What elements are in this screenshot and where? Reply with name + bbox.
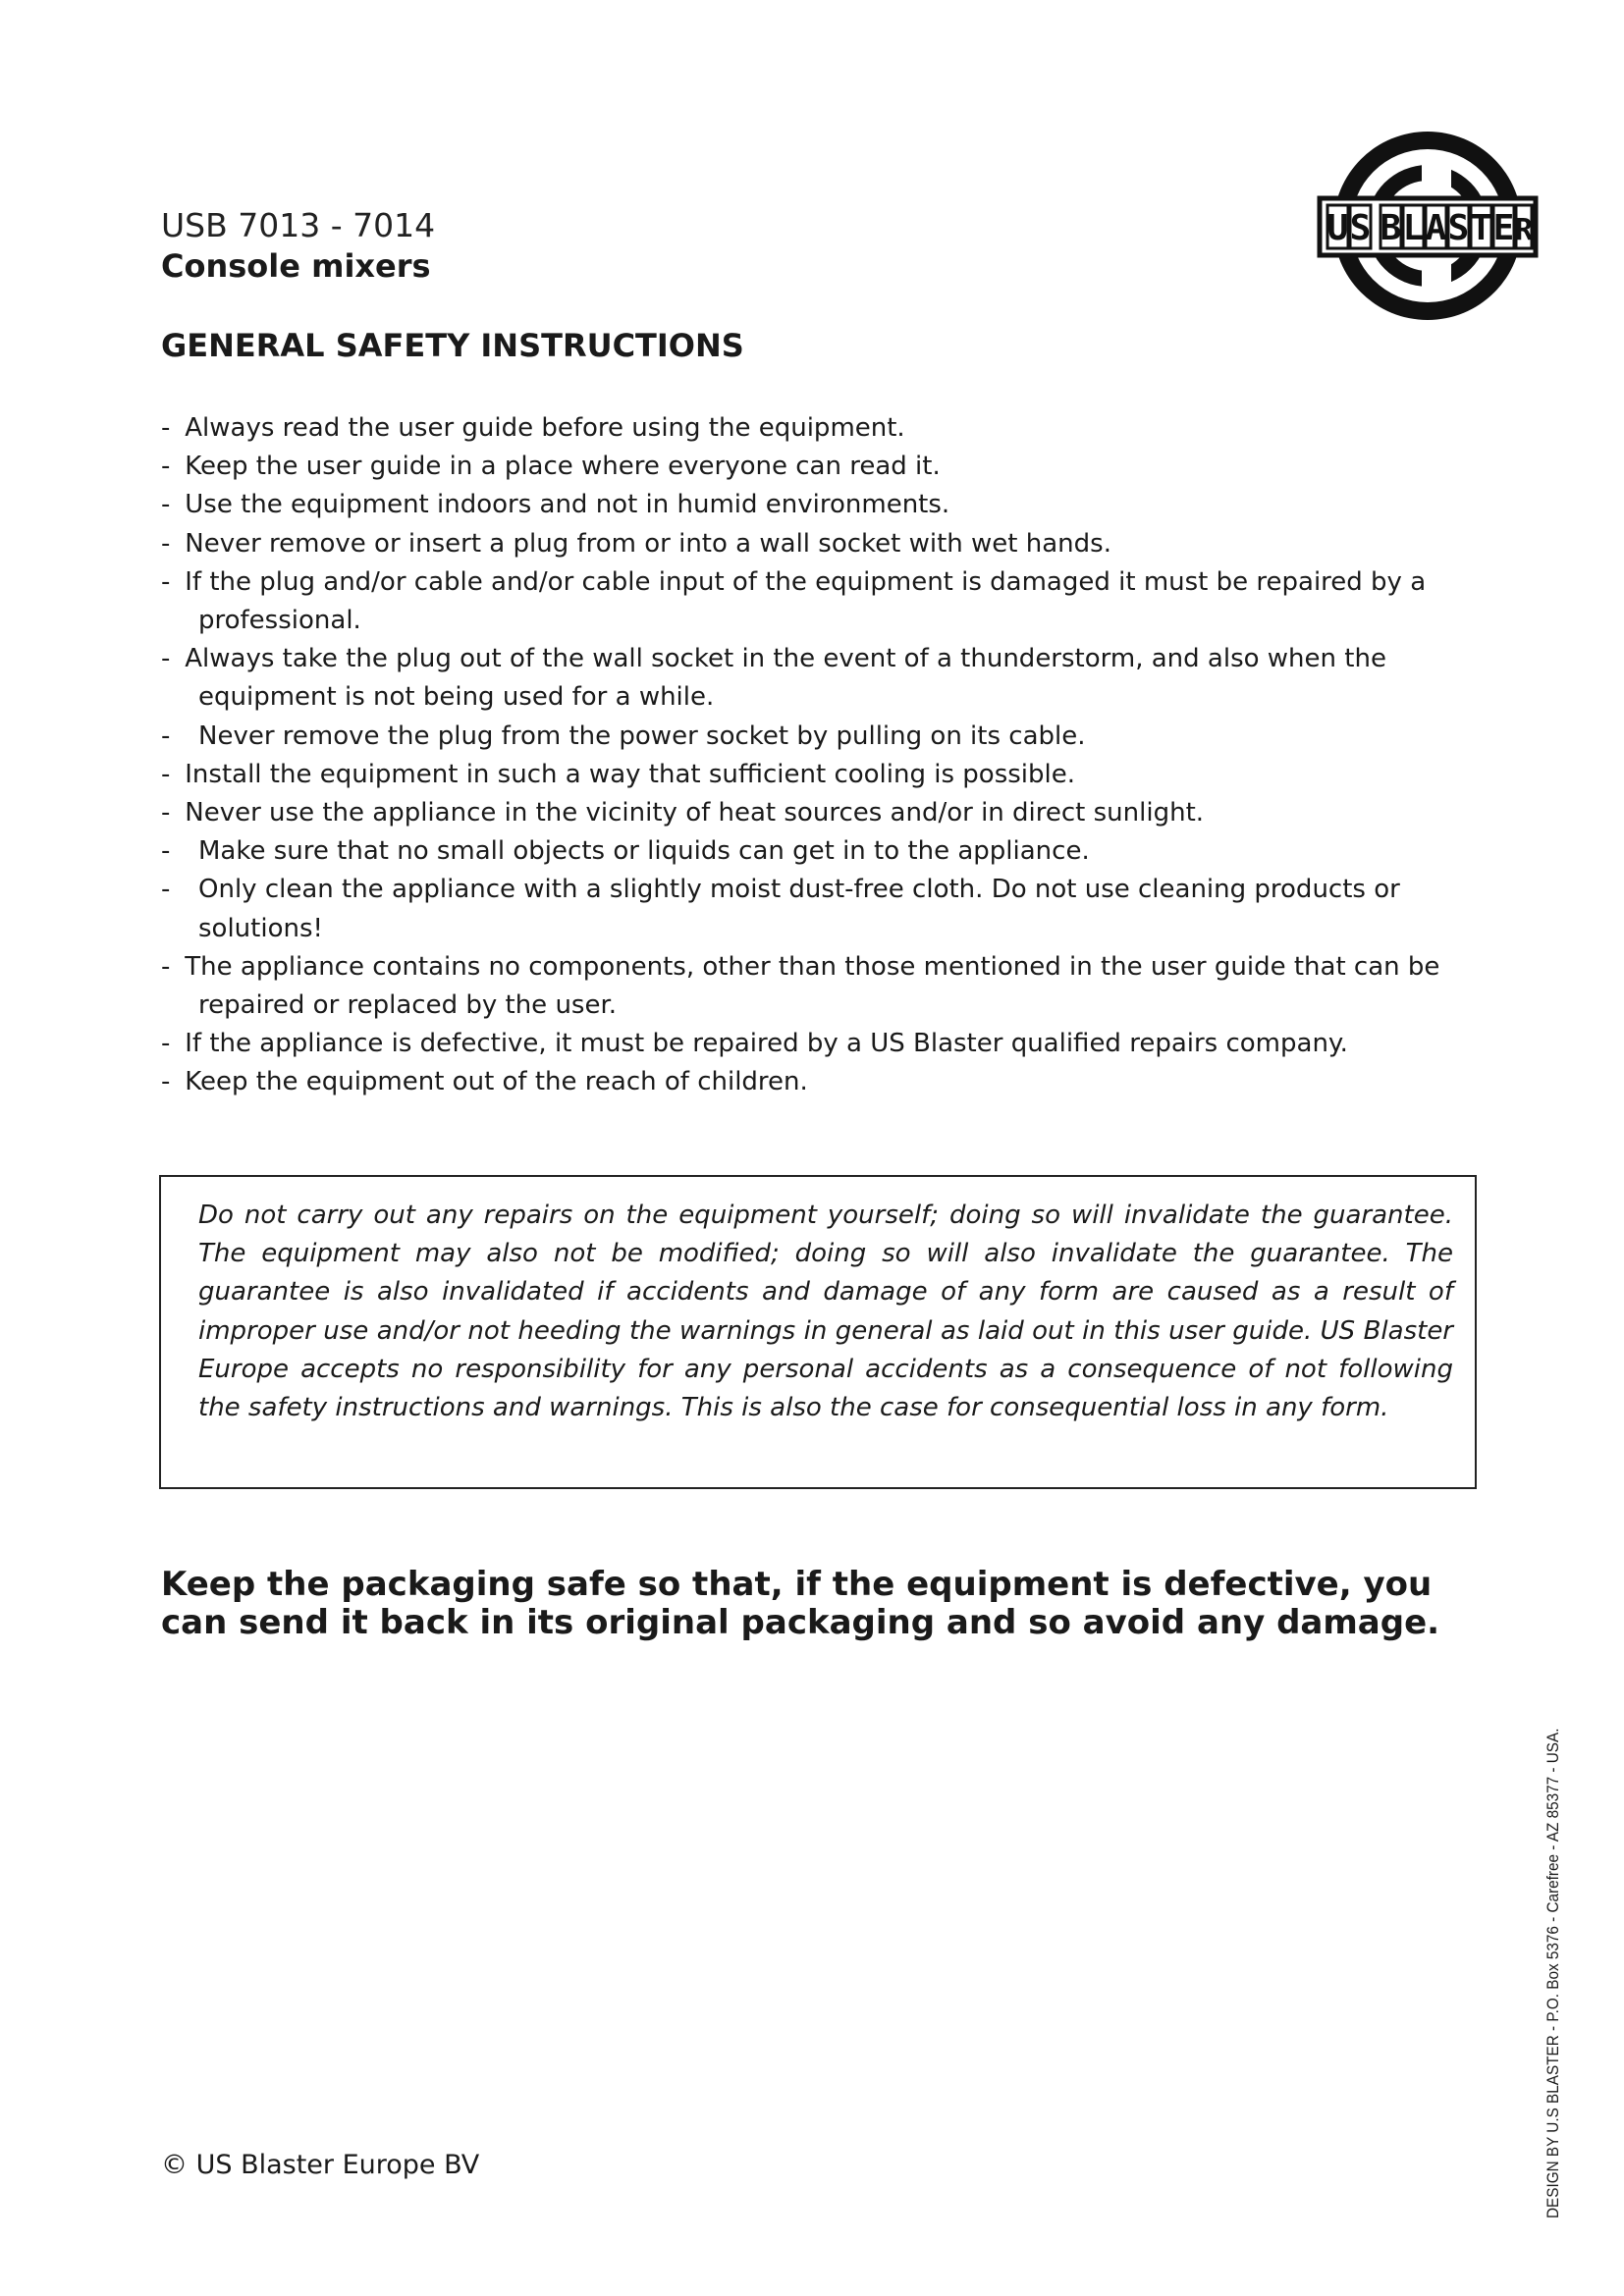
design-credit: DESIGN BY U.S BLASTER - P.O. Box 5376 - Carefree - AZ 85377 - USA.	[1543, 1728, 1562, 2218]
svg-text:L: L	[1402, 208, 1425, 248]
list-item: - Never use the appliance in the vicinity of heat sources and/or in direct sunlight.	[161, 798, 1205, 828]
guarantee-notice-box	[159, 1175, 1477, 1489]
subtitle: Console mixers	[161, 247, 431, 285]
list-item: - Always read the user guide before using the equipment.	[161, 413, 905, 443]
svg-text:E: E	[1492, 208, 1515, 248]
list-item: - Only clean the appliance with a slightly moist dust-free cloth. Do not use cleaning products or solutions!	[161, 875, 1400, 943]
svg-text:R: R	[1514, 213, 1534, 247]
us-blaster-logo	[1316, 130, 1540, 322]
list-item: - If the plug and/or cable and/or cable input of the equipment is damaged it must be repaired by a professional.	[161, 566, 1427, 636]
svg-text:U: U	[1326, 208, 1349, 248]
safety-instructions-list	[161, 409, 1467, 1102]
svg-text:S: S	[1447, 208, 1470, 248]
packaging-note: Keep the packaging safe so that, if the equipment is defective, you can send it back in its original packaging and so avoid any damage.	[161, 1565, 1440, 1642]
list-item: - Keep the user guide in a place where everyone can read it.	[161, 452, 941, 482]
list-item: - Use the equipment indoors and not in humid environments.	[161, 490, 950, 520]
svg-text:B: B	[1380, 208, 1402, 248]
svg-text:A: A	[1425, 208, 1447, 248]
list-item: - Never remove or insert a plug from or into a wall socket with wet hands.	[161, 528, 1111, 559]
list-item: - If the appliance is defective, it must be repaired by a US Blaster qualified repairs company.	[161, 1029, 1348, 1059]
list-item: - Make sure that no small objects or liquids can get in to the appliance.	[161, 836, 1090, 867]
list-item: - The appliance contains no components, other than those mentioned in the user guide that can be repaired or replaced by the user.	[161, 951, 1440, 1021]
list-item: - Keep the equipment out of the reach of children.	[161, 1067, 808, 1097]
model-number: USB 7013 - 7014	[161, 206, 436, 244]
svg-text:T: T	[1470, 208, 1492, 248]
section-title: GENERAL SAFETY INSTRUCTIONS	[161, 327, 744, 364]
copyright: © US Blaster Europe BV	[161, 2150, 480, 2180]
list-item: - Always take the plug out of the wall socket in the event of a thunderstorm, and also when the equipment is not being used for a while.	[161, 644, 1386, 713]
svg-text:S: S	[1349, 208, 1372, 248]
list-item: - Never remove the plug from the power socket by pulling on its cable.	[161, 721, 1086, 751]
guarantee-notice-text: Do not carry out any repairs on the equipment yourself; doing so will invalidate the guarantee. The equipment may also not be modified; doing so will also invalidate the guarantee. The guarantee is also invalidated if accidents and damage of any form are caused as a result of improper use and/or not heeding the warnings in general as laid out in this user guide. US Blaster Europe accepts no responsibility for any personal accidents as a consequence of not following the safety instructions and warnings. This is also the case for consequential loss in any form.	[198, 1201, 1453, 1423]
list-item: - Install the equipment in such a way that sufficient cooling is possible.	[161, 759, 1076, 789]
